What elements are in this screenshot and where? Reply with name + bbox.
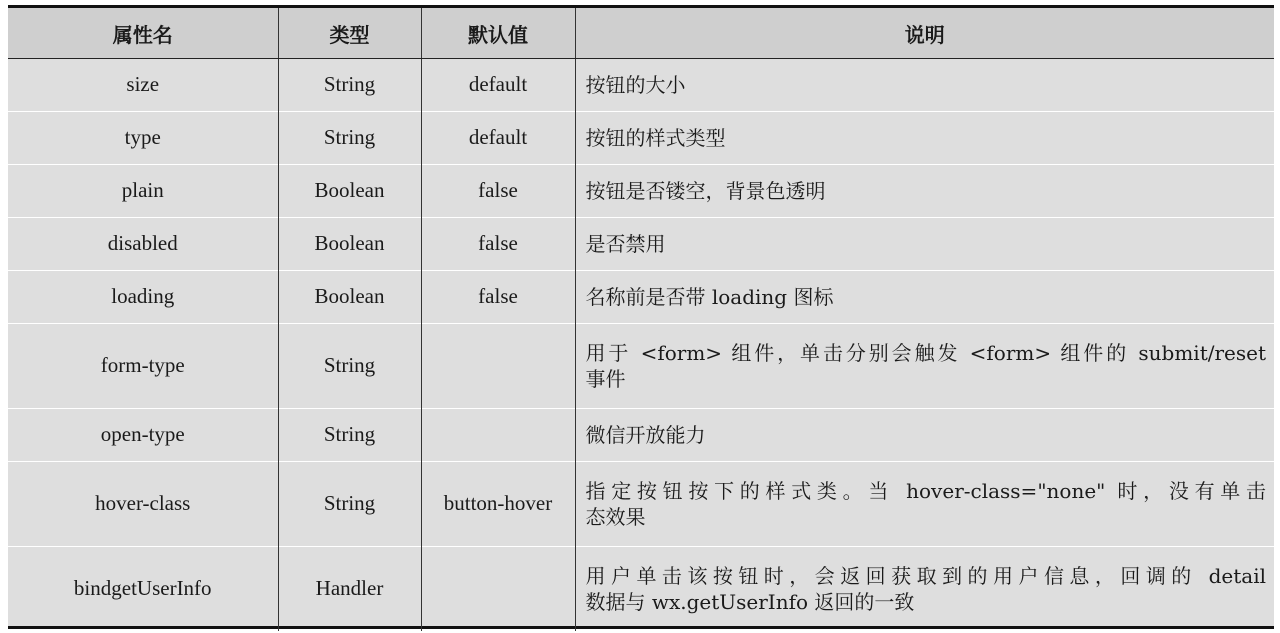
cell-default bbox=[421, 409, 575, 462]
cell-type: Handler bbox=[278, 547, 421, 632]
description-line: 按钮是否镂空，背景色透明 bbox=[585, 179, 826, 203]
cell-attribute-name: hover-class bbox=[8, 462, 278, 547]
header-attribute-name: 属性名 bbox=[8, 8, 278, 59]
table-row bbox=[8, 165, 1274, 218]
cell-description bbox=[575, 547, 1274, 632]
table-row bbox=[8, 271, 1274, 324]
description-line: 事件 bbox=[585, 367, 626, 391]
table-row bbox=[8, 112, 1274, 165]
cell-default: default bbox=[421, 112, 575, 165]
description-line: 用户单击该按钮时，会返回获取到的用户信息，回调的 detail bbox=[585, 564, 1266, 588]
cell-attribute-name: size bbox=[8, 59, 278, 112]
cell-type: String bbox=[278, 462, 421, 547]
cell-attribute-name: type bbox=[8, 112, 278, 165]
description-line: 指定按钮按下的样式类。当 hover-class="none" 时，没有单击 bbox=[585, 479, 1266, 503]
table-row bbox=[8, 218, 1274, 271]
cell-description bbox=[575, 409, 1274, 462]
cell-default bbox=[421, 547, 575, 632]
cell-default: button-hover bbox=[421, 462, 575, 547]
description-line: 数据与 wx.getUserInfo 返回的一致 bbox=[585, 590, 915, 614]
table-row bbox=[8, 462, 1274, 547]
cell-attribute-name: bindgetUserInfo bbox=[8, 547, 278, 632]
header-description: 说明 bbox=[575, 8, 1274, 59]
cell-description bbox=[575, 462, 1274, 547]
description-line: 微信开放能力 bbox=[585, 423, 706, 447]
button-attribute-table bbox=[8, 8, 1274, 631]
cell-default: false bbox=[421, 165, 575, 218]
cell-type: String bbox=[278, 59, 421, 112]
cell-attribute-name: loading bbox=[8, 271, 278, 324]
attribute-table-container bbox=[8, 5, 1274, 629]
table-row bbox=[8, 324, 1274, 409]
cell-type: Boolean bbox=[278, 165, 421, 218]
cell-description bbox=[575, 165, 1274, 218]
description-line: 态效果 bbox=[585, 505, 646, 529]
cell-type: String bbox=[278, 112, 421, 165]
table-row bbox=[8, 409, 1274, 462]
cell-attribute-name: open-type bbox=[8, 409, 278, 462]
description-line: 是否禁用 bbox=[585, 232, 666, 256]
cell-type: Boolean bbox=[278, 271, 421, 324]
description-line: 名称前是否带 loading 图标 bbox=[585, 285, 834, 309]
header-type: 类型 bbox=[278, 8, 421, 59]
description-line: 按钮的大小 bbox=[585, 73, 686, 97]
cell-attribute-name: form-type bbox=[8, 324, 278, 409]
cell-type: String bbox=[278, 324, 421, 409]
cell-default: false bbox=[421, 218, 575, 271]
cell-attribute-name: plain bbox=[8, 165, 278, 218]
description-line: 按钮的样式类型 bbox=[585, 126, 726, 150]
cell-default: default bbox=[421, 59, 575, 112]
cell-description bbox=[575, 59, 1274, 112]
description-line: 用于 <form> 组件，单击分别会触发 <form> 组件的 submit/reset bbox=[585, 341, 1266, 365]
table-header-row bbox=[8, 8, 1274, 59]
table-row bbox=[8, 547, 1274, 632]
cell-type: String bbox=[278, 409, 421, 462]
cell-description bbox=[575, 324, 1274, 409]
cell-type: Boolean bbox=[278, 218, 421, 271]
cell-default bbox=[421, 324, 575, 409]
cell-description bbox=[575, 218, 1274, 271]
cell-default: false bbox=[421, 271, 575, 324]
header-default-value: 默认值 bbox=[421, 8, 575, 59]
cell-description bbox=[575, 112, 1274, 165]
cell-description bbox=[575, 271, 1274, 324]
table-row bbox=[8, 59, 1274, 112]
cell-attribute-name: disabled bbox=[8, 218, 278, 271]
